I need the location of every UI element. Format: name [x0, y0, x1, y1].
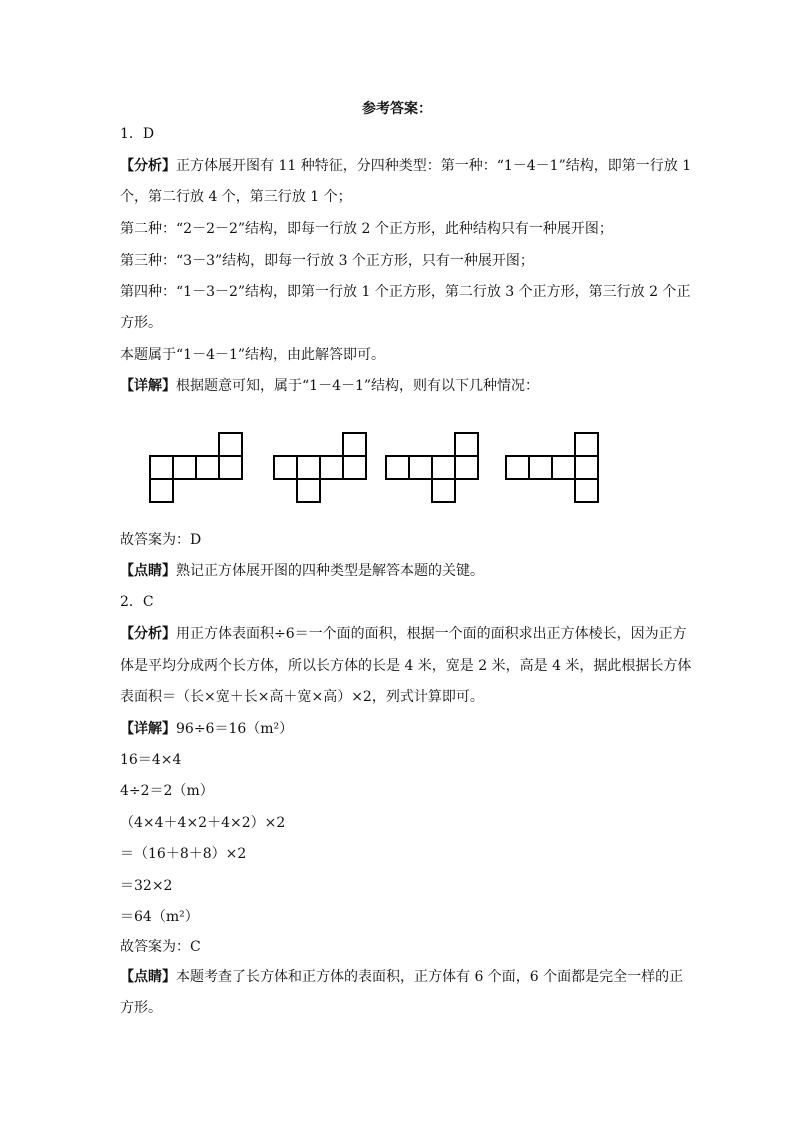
- q1-detail-tag: 【详解】: [120, 378, 176, 394]
- q2-comment-text1: 本题考查了长方体和正方体的表面积，正方体有 6 个面，6 个面都是完全一样的正: [176, 969, 684, 985]
- q1-detail-line: [120, 376, 680, 396]
- q1-type4-line2: 方形。: [120, 315, 162, 331]
- q2-number: 2．C: [120, 594, 154, 610]
- q2-step-6: ＝32×2: [120, 878, 173, 894]
- q2-comment-tag: 【点睛】: [120, 969, 176, 985]
- q1-answer: 故答案为：D: [120, 532, 202, 548]
- q1-comment-text: 熟记正方体展开图的四种类型是解答本题的关键。: [176, 563, 484, 579]
- q2-step-5: ＝（16＋8＋8）×2: [120, 846, 247, 862]
- q1-type3: 第三种：“3－3”结构，即每一行放 3 个正方形，只有一种展开图；: [120, 253, 534, 269]
- q1-comment-tag: 【点睛】: [120, 563, 176, 579]
- q2-analysis-line3: 表面积＝（长×宽＋长×高＋宽×高）×2，列式计算即可。: [120, 689, 484, 705]
- q1-comment-line: [120, 561, 680, 581]
- q2-detail-line: [120, 719, 680, 739]
- q2-step-7: ＝64（m²）: [120, 909, 199, 925]
- q1-belongs: 本题属于“1－4－1”结构，由此解答即可。: [120, 347, 386, 363]
- cube-net-2: [274, 433, 366, 502]
- q2-step-4: （4×4＋4×2＋4×2）×2: [120, 815, 286, 831]
- cube-nets-svg: [140, 428, 610, 508]
- q2-detail-tag: 【详解】: [120, 721, 176, 737]
- q1-analysis-line1: [120, 156, 692, 176]
- q2-analysis-line2: 体是平均分成两个长方体，所以长方体的长是 4 米，宽是 2 米，高是 4 米，据此根据长方体: [120, 658, 692, 674]
- q1-detail-text: 根据题意可知，属于“1－4－1”结构，则有以下几种情况：: [176, 378, 540, 394]
- q2-analysis-text1: 用正方体表面积÷6＝一个面的面积，根据一个面的面积求出正方体棱长，因为正方: [176, 626, 687, 642]
- q1-type2: 第二种：“2－2－2”结构，即每一行放 2 个正方形，此种结构只有一种展开图；: [120, 221, 613, 237]
- q2-answer: 故答案为：C: [120, 939, 201, 955]
- cube-net-4: [506, 433, 598, 502]
- q1-type4-line1: 第四种：“1－3－2”结构，即第一行放 1 个正方形，第二行放 3 个正方形，第三行放 2 个正: [120, 284, 691, 300]
- q2-comment-line1: [120, 967, 684, 987]
- cube-nets-figure: [140, 428, 610, 508]
- q1-analysis-text1: 正方体展开图有 11 种特征，分四种类型：第一种：“1－4－1”结构，即第一行放 1: [176, 158, 692, 174]
- page-title: 参考答案：: [362, 101, 432, 117]
- q2-analysis-tag: 【分析】: [120, 626, 176, 642]
- q2-comment-line2: 方形。: [120, 1000, 162, 1016]
- q2-step-2: 16＝4×4: [120, 752, 182, 768]
- q2-step-1: 96÷6＝16（m²）: [176, 721, 294, 737]
- q1-analysis-tag: 【分析】: [120, 158, 176, 174]
- q2-step-3: 4÷2＝2（m）: [120, 783, 214, 799]
- q2-analysis-line1: [120, 624, 687, 644]
- q1-number: 1．D: [120, 126, 155, 142]
- cube-net-3: [386, 433, 478, 502]
- cube-net-1: [150, 433, 242, 502]
- q1-analysis-line2: 个，第二行放 4 个，第三行放 1 个；: [120, 189, 352, 205]
